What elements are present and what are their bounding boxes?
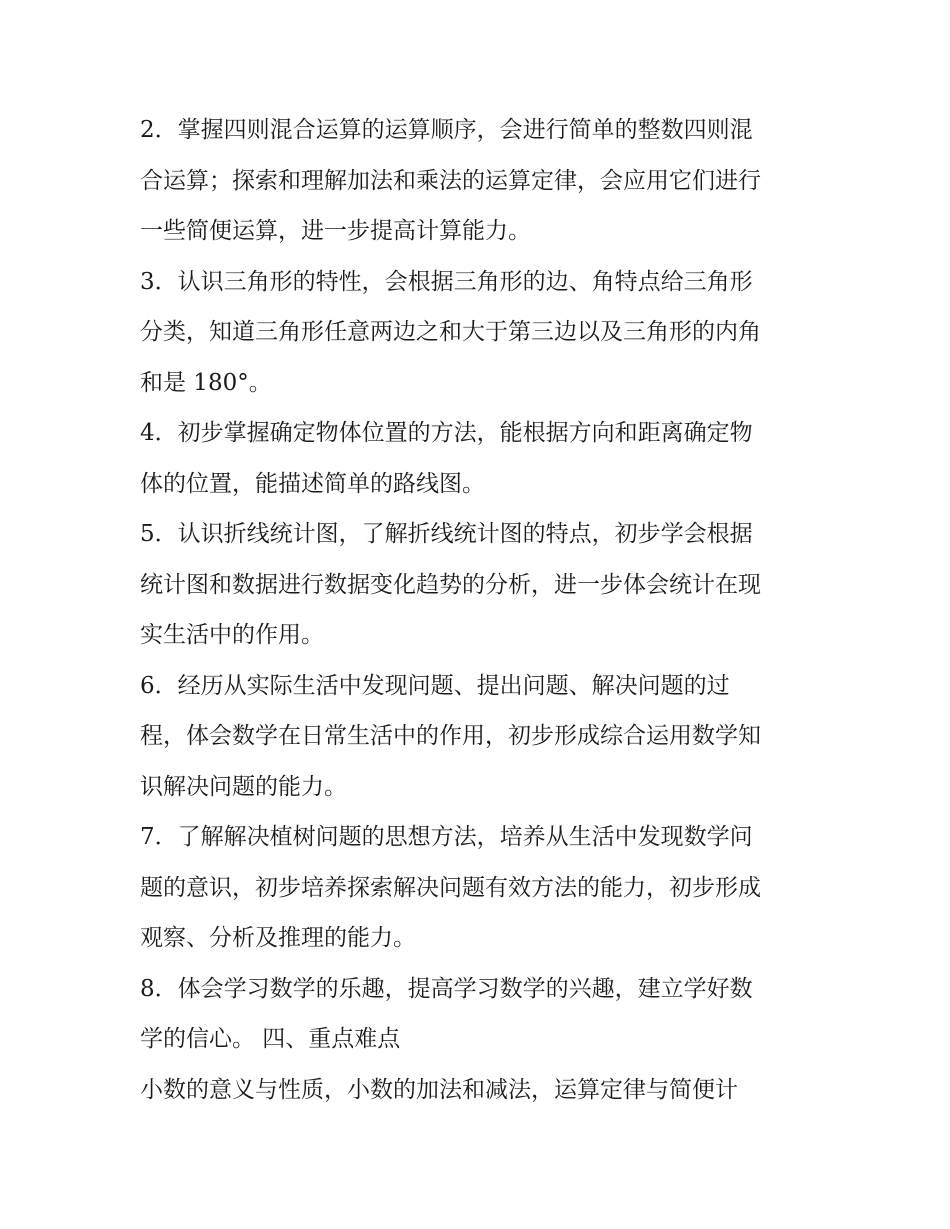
text-line: 识解决问题的能力。 [140, 773, 347, 800]
text-line: 3．认识三角形的特性，会根据三角形的边、角特点给三角形 [140, 268, 753, 295]
text-line: 5．认识折线统计图，了解折线统计图的特点，初步学会根据 [140, 521, 753, 547]
text-line: 体的位置，能描述简单的路线图。 [140, 470, 485, 497]
text-line: 小数的意义与性质，小数的加法和减法，运算定律与简便计 [140, 1076, 738, 1103]
text-line: 一些简便运算，进一步提高计算能力。 [140, 218, 531, 244]
text-line: 8．体会学习数学的乐趣，提高学习数学的兴趣，建立学好数 [140, 975, 753, 1002]
text-line: 4．初步掌握确定物体位置的方法，能根据方向和距离确定物 [140, 420, 753, 446]
text-line: 分类，知道三角形任意两边之和大于第三边以及三角形的内角 [140, 319, 761, 345]
text-line: 2．掌握四则混合运算的运算顺序，会进行简单的整数四则混 [140, 117, 753, 143]
document-body [140, 105, 820, 1115]
text-line: 和是 180°。 [140, 369, 272, 396]
text-line: 7．了解解决植树问题的思想方法，培养从生活中发现数学问 [140, 824, 753, 850]
text-line: 统计图和数据进行数据变化趋势的分析，进一步体会统计在现 [140, 571, 761, 598]
text-line: 合运算；探索和理解加法和乘法的运算定律，会应用它们进行 [140, 167, 761, 194]
text-line: 题的意识，初步培养探索解决问题有效方法的能力，初步形成 [140, 874, 761, 901]
text-line: 实生活中的作用。 [140, 622, 324, 648]
text-line: 程，体会数学在日常生活中的作用，初步形成综合运用数学知 [140, 723, 761, 749]
text-line: 6．经历从实际生活中发现问题、提出问题、解决问题的过 [140, 672, 730, 699]
text-line: 学的信心。 四、重点难点 [140, 1026, 401, 1052]
text-line: 观察、分析及推理的能力。 [140, 925, 416, 951]
